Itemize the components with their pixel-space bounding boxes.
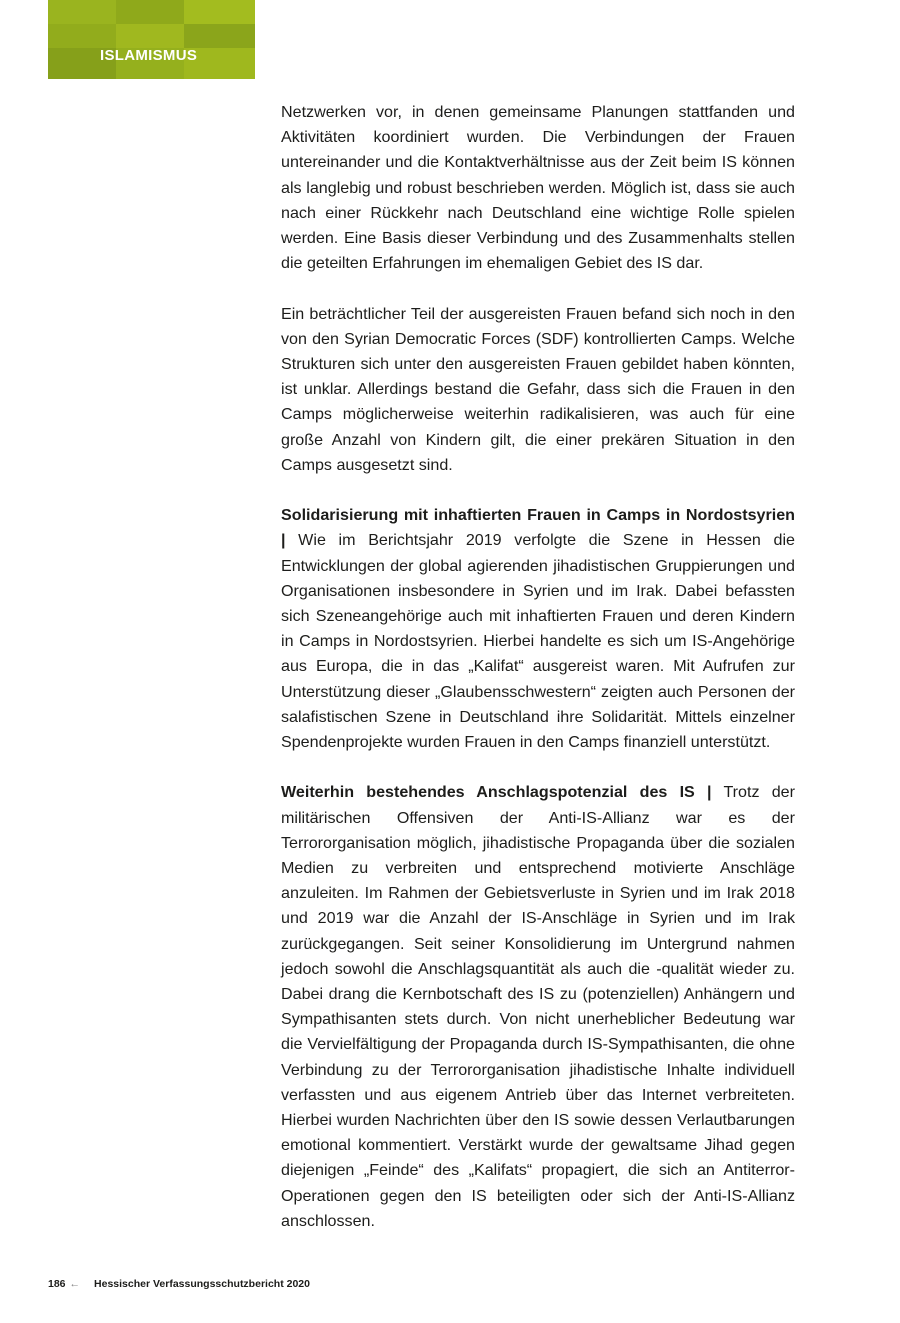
mosaic-tile [116,0,184,24]
paragraph-lead: Solidarisierung mit inhaftierten Frauen in Camps in Nordostsyrien | [281,506,795,550]
arrow-left-icon[interactable]: ← [69,1278,81,1290]
body-text [281,100,795,1259]
header-mosaic [48,0,255,79]
mosaic-tile [184,24,255,48]
paragraph [281,302,795,478]
section-header [48,0,255,79]
paragraph-lead: Weiterhin bestehendes Anschlagspotenzial des IS | [281,783,712,802]
page-number: 186 [48,1278,66,1290]
mosaic-tile [48,0,116,24]
publication-title: Hessischer Verfassungsschutzbericht 2020 [94,1278,310,1290]
paragraph-text: Ein beträchtlicher Teil der ausgereisten Frauen befand sich noch in den von den Syrian Democratic Forces (SDF) kontrollierten Camps. Welche Strukturen sich unter den ausgereisten Frauen gebildet haben könnten, ist unklar. Allerdings bestand die Gefahr, dass sich die Frauen in den Camps möglicherweise weiterhin radikalisieren, was auch für eine große Anzahl von Kindern gilt, die einer prekären Situation in den Camps ausgesetzt sind. [281,304,795,474]
mosaic-tile [184,0,255,24]
section-label: ISLAMISMUS [100,47,198,64]
mosaic-tile [116,24,184,48]
paragraph-text: Netzwerken vor, in denen gemeinsame Planungen stattfanden und Aktivitäten koordiniert wurden. Die Verbindungen der Frauen untereinander und die Kontaktverhältnisse aus der Zeit beim IS können als langlebig und robust beschrieben werden. Möglich ist, dass sie auch nach einer Rückkehr nach Deutschland eine wichtige Rolle spielen werden. Eine Basis dieser Verbindung und des Zusammenhalts stellen die geteilten Erfahrungen im ehemaligen Gebiet des IS dar. [281,103,795,273]
page-footer [48,1278,310,1290]
paragraph [281,503,795,755]
paragraph [281,780,795,1234]
paragraph-text: Trotz der militärischen Offensiven der Anti-IS-Allianz war es der Terrororganisation möglich, jihadistische Propaganda über die sozialen Medien zu verbreiten und entsprechend motivierte Anschläge anzuleiten. Im Rahmen der Gebietsverluste in Syrien und im Irak 2018 und 2019 war die Anzahl der IS-Anschläge in Syrien und im Irak zurückgegangen. Seit seiner Konsolidierung im Untergrund nahmen jedoch sowohl die Anschlagsquantität als auch die -qualität wieder zu. Dabei drang die Kernbotschaft des IS zu (potenziellen) Anhängern und Sympathisanten stets durch. Von nicht unerheblicher Bedeutung war die Vervielfältigung der Propaganda durch IS-Sympathisanten, die ohne Verbindung zu der Terrororganisation jihadistische Inhalte individuell verfassten und aus eigenem Antrieb über das Internet verbreiteten. Hierbei wurden Nachrichten über den IS sowie dessen Verlautbarungen emotional kommentiert. Verstärkt wurde der gewaltsame Jihad gegen diejenigen „Feinde“ des „Kalifats“ propagiert, die sich an Antiterror-Operationen gegen den IS beteiligten oder sich der Anti-IS-Allianz anschlossen. [281,783,795,1230]
mosaic-tile [48,24,116,48]
paragraph-text: Wie im Berichtsjahr 2019 verfolgte die Szene in Hessen die Entwicklungen der global agierenden jihadistischen Gruppierungen und Organisationen insbesondere in Syrien und im Irak. Dabei befassten sich Szeneangehörige auch mit inhaftierten Frauen und deren Kindern in Camps in Nordostsyrien. Hierbei handelte es sich um IS-Angehörige aus Europa, die in das „Kalifat“ ausgereist waren. Mit Aufrufen zur Unterstützung dieser „Glaubensschwestern“ zeigten auch Personen der salafistischen Szene in Deutschland ihre Solidarität. Mittels einzelner Spendenprojekte wurden Frauen in den Camps finanziell unterstützt. [281,531,795,752]
paragraph [281,100,795,276]
